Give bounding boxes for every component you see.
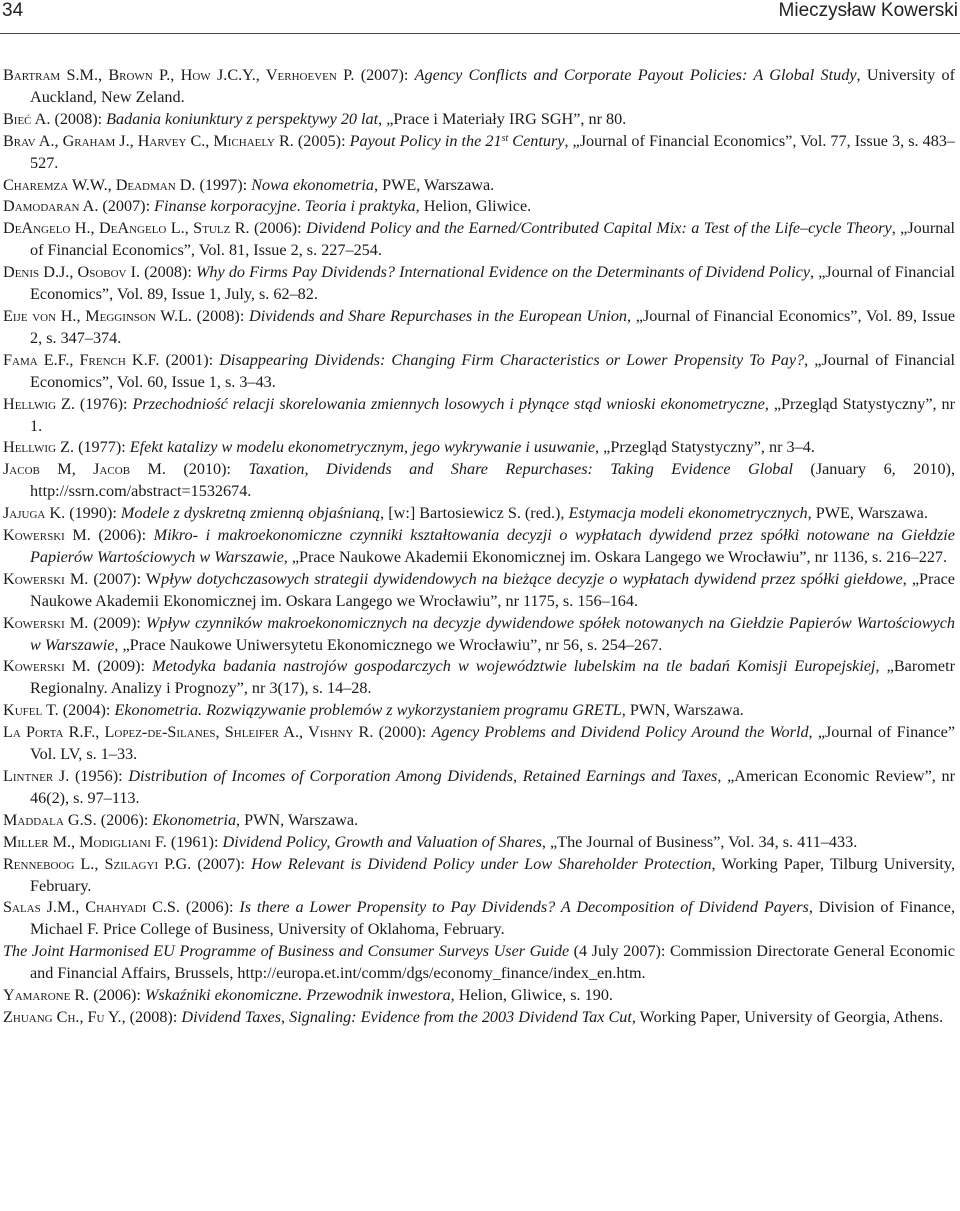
reference-text: (2006):: [96, 810, 153, 829]
reference-text: , „Przegląd Statystyczny”, nr 1.: [30, 394, 955, 435]
reference-title: Estymacja modeli ekonometrycznych: [568, 504, 808, 523]
reference-text: .: [296, 197, 305, 216]
reference-text: , „Prace Naukowe Uniwersytetu Ekonomicznego we Wrocławiu”, nr 56, s. 254–267.: [114, 635, 663, 654]
reference-entry: [3, 503, 955, 525]
reference-title: Wpływ czynników makroekonomicznych na decyzje dywidendowe spółek notowanych na Giełdzie Papierów Wartościowych w Warszawie: [30, 613, 955, 654]
reference-text: , „Prace i Materiały IRG SGH”, nr 80.: [378, 109, 627, 128]
reference-title: How Relevant is Dividend Policy under Low Shareholder Protection: [251, 854, 712, 873]
reference-title: Dividend Taxes, Signaling: Evidence from the 2003 Dividend Tax Cut: [181, 1007, 632, 1026]
reference-text: (1956):: [69, 767, 129, 785]
reference-text: (1961):: [166, 832, 223, 851]
reference-text: (2004):: [58, 701, 115, 720]
reference-list: [3, 65, 955, 1029]
reference-text: , „Barometr Regionalny. Analizy i Prognozy”, nr 3(17), s. 14–28.: [30, 657, 955, 698]
reference-text: (2006):: [90, 526, 154, 545]
reference-entry: [3, 569, 955, 613]
reference-text: (1976):: [74, 394, 133, 413]
reference-title: Disappearing Dividends: Changing Firm Characteristics or Lower Propensity To Pay?: [219, 350, 805, 369]
reference-authors: Kowerski M.: [3, 613, 89, 632]
reference-title: Finanse korporacyjne: [154, 197, 297, 216]
reference-title: Ekonometria. Rozwiązywanie problemów z wykorzystaniem programu GRETL: [114, 701, 622, 720]
reference-title: Is there a Lower Propensity to Pay Dividends? A Decomposition of Dividend Payers: [239, 898, 809, 917]
reference-text: (2007):: [98, 197, 155, 216]
reference-title: The Joint Harmonised EU Programme of Business and Consumer Surveys User Guide: [3, 942, 570, 961]
reference-authors: Denis D.J., Osobov I.: [3, 263, 141, 282]
reference-text: (2009):: [90, 657, 153, 676]
reference-title: Przechodniość relacji skorelowania zmiennych losowych i płynące stąd wnioski ekonometryczne: [132, 394, 765, 413]
reference-text: , [w:] Bartosiewicz S. (red.),: [380, 504, 569, 523]
reference-title: Badania koniunktury z perspektywy 20 lat: [106, 109, 379, 128]
running-head-author: Mieczysław Kowerski: [778, 0, 958, 21]
reference-title: Agency Problems and Dividend Policy Around the World: [431, 723, 809, 742]
reference-text: , Division of Finance, Michael F. Price College of Business, University of Oklahoma, February.: [30, 898, 955, 939]
reference-entry: [3, 832, 955, 854]
reference-authors: Jajuga K.: [3, 504, 66, 523]
reference-text: (2006):: [179, 898, 240, 917]
reference-text: (2007):: [191, 854, 252, 873]
superscript-text: st: [501, 132, 509, 144]
reference-text: (2010):: [165, 460, 249, 479]
reference-title: Mikro- i makroekonomiczne czynniki kształtowania decyzji o wypłatach dywidend przez spółki notowane na Giełdzie Papierów Wartościowych w Warszawie: [30, 526, 955, 566]
reference-text: (2007): W: [88, 569, 162, 588]
reference-entry: [3, 218, 955, 262]
reference-text: (January 6, 2010), http://ssrn.com/abstract=1532674.: [30, 460, 955, 501]
reference-title: Dividend Policy and the Earned/Contributed Capital Mix: a Test of the Life–cycle Theory: [306, 219, 892, 238]
reference-title: Metodyka badania nastrojów gospodarczych w województwie lubelskim na tle badań Komisji Europejskiej: [152, 657, 876, 676]
reference-text: , Working Paper, University of Georgia, Athens.: [631, 1007, 944, 1026]
reference-text: , PWE, Warszawa.: [807, 504, 928, 523]
reference-authors: Lintner J.: [3, 767, 70, 785]
reference-entry: [3, 985, 955, 1007]
reference-title: Why do Firms Pay Dividends? International Evidence on the Determinants of Dividend Policy: [195, 263, 811, 282]
reference-text: (1977):: [74, 438, 130, 457]
reference-authors: Kowerski M.: [3, 526, 91, 545]
reference-title: Modele z dyskretną zmienną objaśnianą: [120, 504, 381, 523]
reference-text: (2007):: [354, 66, 415, 84]
reference-authors: Brav A., Graham J., Harvey C., Michaely R.: [3, 131, 294, 150]
reference-title: Distribution of Incomes of Corporation Among Dividends, Retained Earnings and Taxes: [128, 767, 718, 785]
reference-text: , PWN, Warszawa.: [621, 701, 744, 720]
reference-text: (2000):: [373, 723, 432, 742]
reference-text: (2001):: [159, 350, 220, 369]
reference-text: , Working Paper, Tilburg University, February.: [30, 854, 955, 895]
reference-text: , „Journal of Financial Economics”, Vol. 89, Issue 1, July, s. 62–82.: [30, 263, 956, 304]
reference-entry: [3, 700, 955, 722]
reference-text: , „The Journal of Business”, Vol. 34, s. 411–433.: [541, 832, 858, 851]
reference-text: (1997):: [195, 175, 252, 194]
reference-text: (2008):: [191, 306, 249, 325]
reference-text: , „American Economic Review”, nr 46(2), s. 97–113.: [30, 767, 956, 807]
reference-text: , „Prace Naukowe Akademii Ekonomicznej im. Oskara Langego we Wrocławiu”, nr 1136, s. 216–227.: [283, 547, 948, 566]
reference-entry: [3, 525, 955, 569]
reference-entry: [3, 437, 955, 459]
reference-authors: Kufel T.: [3, 701, 59, 720]
reference-authors: Kowerski M.: [3, 569, 89, 588]
reference-entry: [3, 810, 955, 832]
reference-text: , „Journal of Finance” Vol. LV, s. 1–33.: [30, 723, 956, 764]
reference-text: (2006):: [89, 986, 145, 1005]
reference-text: , „Przegląd Statystyczny”, nr 3–4.: [595, 438, 815, 457]
reference-text: , „Journal of Financial Economics”, Vol. 89, Issue 2, s. 347–374.: [30, 306, 955, 347]
reference-text: , „Journal of Financial Economics”, Vol. 81, Issue 2, s. 227–254.: [30, 219, 956, 260]
reference-entry: [3, 459, 955, 503]
reference-entry: [3, 394, 955, 438]
reference-authors: Yamarone R.: [3, 986, 90, 1005]
reference-authors: Bartram S.M., Brown P., How J.C.Y., Verhoeven P.: [3, 66, 355, 84]
reference-title: Payout Policy in the 21: [349, 131, 502, 150]
reference-entry: [3, 65, 955, 109]
reference-text: (2009):: [88, 613, 146, 632]
reference-entry: [3, 109, 955, 131]
reference-entry: [3, 306, 955, 350]
reference-authors: Fama E.F., French K.F.: [3, 350, 160, 369]
reference-entry: [3, 131, 955, 175]
reference-entry: [3, 854, 955, 898]
reference-title: Dividend Policy, Growth and Valuation of Shares: [222, 832, 542, 851]
reference-text: , Helion, Gliwice.: [415, 197, 532, 216]
reference-entry: [3, 1007, 955, 1029]
reference-entry: [3, 613, 955, 657]
reference-authors: Renneboog L., Szilagyi P.G.: [3, 854, 192, 873]
reference-authors: Maddala G.S.: [3, 810, 97, 829]
reference-text: , „Prace Naukowe Akademii Ekonomicznej im. Oskara Langego we Wrocławiu”, nr 1175, s. 156–164.: [30, 569, 955, 610]
reference-authors: Salas J.M., Chahyadi C.S.: [3, 898, 180, 917]
reference-title: Efekt katalizy w modelu ekonometrycznym, jego wykrywanie i usuwanie: [129, 438, 596, 457]
reference-text: , Helion, Gliwice, s. 190.: [450, 986, 613, 1005]
reference-authors: Bieć A.: [3, 109, 51, 128]
reference-authors: Charemza W.W., Deadman D.: [3, 175, 196, 194]
reference-authors: Kowerski M.: [3, 657, 91, 676]
reference-text: , „Journal of Financial Economics”, Vol. 60, Issue 1, s. 3–43.: [30, 350, 955, 391]
header-divider: [0, 33, 960, 34]
reference-text: (4 July 2007): Commission Directorate General Economic and Financial Affairs, Brussels, http://europa.et.int/comm/dgs/economy_finance/index_en.htm.: [30, 942, 955, 983]
reference-authors: DeAngelo H., DeAngelo L., Stulz R.: [3, 219, 250, 238]
reference-authors: Miller M., Modigliani F.: [3, 832, 167, 851]
reference-entry: [3, 941, 955, 985]
reference-authors: Zhuang Ch., Fu Y.: [3, 1007, 122, 1026]
reference-text: (2005):: [293, 131, 350, 150]
reference-entry: [3, 262, 955, 306]
reference-title: Taxation, Dividends and Share Repurchases: Taking Evidence Global: [248, 460, 793, 479]
reference-title: Teoria i praktyka: [304, 197, 416, 216]
reference-text: , (2008):: [121, 1007, 182, 1026]
reference-text: , PWN, Warszawa.: [236, 810, 359, 829]
reference-entry: [3, 656, 955, 700]
reference-authors: Jacob M, Jacob M.: [3, 460, 166, 479]
page-number: 34: [2, 0, 24, 21]
reference-title: Wskaźniki ekonomiczne. Przewodnik inwestora: [144, 986, 451, 1005]
reference-text: (1990):: [65, 504, 121, 523]
reference-entry: [3, 766, 955, 810]
reference-title: Agency Conflicts and Corporate Payout Policies: A Global Study: [414, 66, 857, 84]
reference-title: Ekonometria: [152, 810, 237, 829]
page-header: [0, 0, 960, 22]
reference-entry: [3, 175, 955, 197]
reference-authors: Hellwig Z.: [3, 394, 75, 413]
reference-text: , University of Auckland, New Zeland.: [30, 66, 956, 106]
reference-entry: [3, 722, 955, 766]
reference-text: , PWE, Warszawa.: [373, 175, 495, 194]
reference-title: Dividends and Share Repurchases in the European Union: [249, 306, 628, 325]
reference-text: (2006):: [249, 219, 307, 238]
reference-authors: Eije von H., Megginson W.L.: [3, 306, 192, 325]
reference-text: (2008):: [140, 263, 196, 282]
reference-text: (2008):: [50, 109, 107, 128]
reference-title: Century: [508, 131, 565, 150]
reference-authors: La Porta R.F., Lopez-de-Silanes, Shleifer A., Vishny R.: [3, 723, 374, 742]
reference-title: pływ dotychczasowych strategii dywidendowych na bieżące decyzje o wypłatach dywidend przez spółki giełdowe: [161, 569, 903, 588]
reference-entry: [3, 897, 955, 941]
reference-entry: [3, 350, 955, 394]
reference-title: Nowa ekonometria: [251, 175, 374, 194]
reference-text: , „Journal of Financial Economics”, Vol. 77, Issue 3, s. 483–527.: [30, 131, 955, 172]
reference-authors: Damodaran A.: [3, 197, 99, 216]
reference-authors: Hellwig Z.: [3, 438, 75, 457]
reference-entry: [3, 196, 955, 218]
